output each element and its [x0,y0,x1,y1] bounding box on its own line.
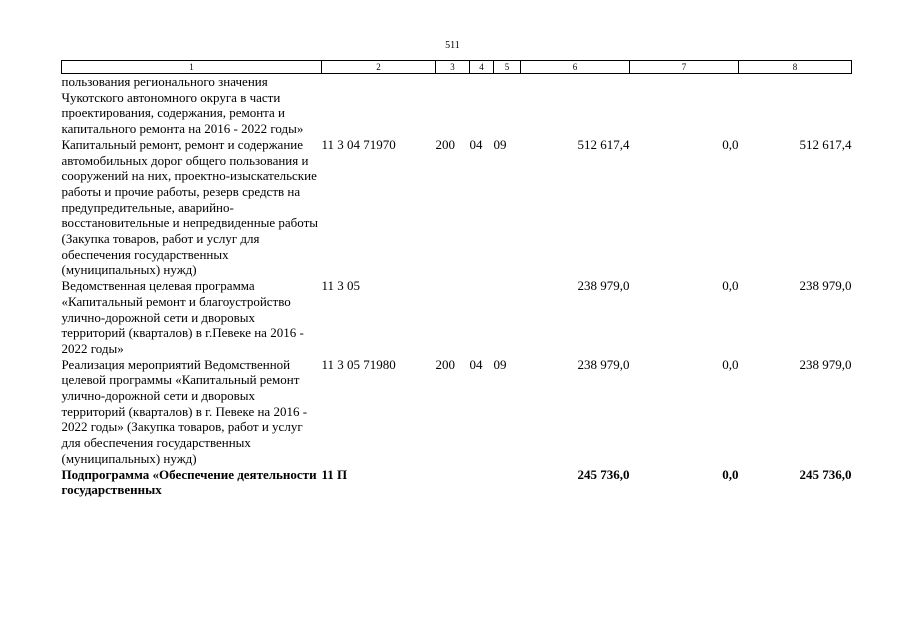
row-pr [494,467,521,498]
row-col8: 512 617,4 [799,136,852,152]
column-header-5: 5 [494,61,521,74]
row-rz [470,278,494,357]
column-header-1: 1 [62,61,322,74]
row-col6 [521,74,630,137]
row-code [322,74,436,137]
row-col6: 245 736,0 [577,466,630,482]
row-col6: 512 617,4 [577,136,630,152]
row-name: Ведомственная целевая программа «Капитальный ремонт и благоустройство улично-дорожной сети и дворовых территорий (кварталов) в г.Певеке на 2016 - 2022 годы» [61,278,304,356]
row-name: Реализация мероприятий Ведомственной целевой программы «Капитальный ремонт улично-дорожной сети и дворовых территорий (кварталов) в г. Певеке на 2016 - 2022 годы» (Закупка товаров, работ и услуг для обеспечения государственных (муниципальных) нужд) [61,356,308,466]
row-pr: 09 [493,356,507,372]
row-col7: 0,0 [722,356,739,372]
table-row-subprogram [62,467,852,498]
column-header-4: 4 [470,61,494,74]
row-rz: 04 [469,356,483,372]
row-col6: 238 979,0 [577,356,630,372]
row-rz [470,467,494,498]
row-code: 11 3 04 71970 [321,136,396,152]
column-header-6: 6 [521,61,630,74]
table-header-row [62,61,852,74]
page-number: 511 [445,40,460,51]
row-name: пользования регионального значения Чукотского автономного округа в части проектирования, содержания, ремонта и капитального ремонта на 2016 - 2022 годы» [61,74,304,137]
row-col6: 238 979,0 [577,278,630,294]
row-col8: 245 736,0 [799,466,852,482]
row-code: 11 3 05 71980 [321,356,396,372]
row-rz: 04 [469,136,483,152]
row-name: Капитальный ремонт, ремонт и содержание автомобильных дорог общего пользования и сооружений на них, проектно-изыскательские работы и прочие работы, резерв средств на предупредительные, аварийно-восстановительные и непредвиденные работы (Закупка товаров, работ и услуг для обеспечения государственных (муниципальных) нужд) [61,136,319,278]
column-header-8: 8 [739,61,852,74]
row-col8: 238 979,0 [799,278,852,294]
row-col7: 0,0 [722,136,739,152]
table-row [62,74,852,137]
row-code: 11 3 05 [321,278,361,294]
column-header-7: 7 [630,61,739,74]
budget-table [61,60,852,498]
table-row [62,357,852,467]
column-header-2: 2 [322,61,436,74]
row-col8: 238 979,0 [799,356,852,372]
row-pr [494,74,521,137]
row-pr [494,278,521,357]
row-vr: 200 [435,356,455,372]
row-col7: 0,0 [722,466,739,482]
row-vr [436,467,470,498]
row-col8 [739,74,852,137]
row-rz [470,74,494,137]
table-row [62,278,852,357]
row-col7: 0,0 [722,278,739,294]
row-vr: 200 [435,136,455,152]
row-vr [436,278,470,357]
column-header-3: 3 [436,61,470,74]
row-pr: 09 [493,136,507,152]
row-code: 11 П [321,466,348,482]
row-col7 [630,74,739,137]
row-name: Подпрограмма «Обеспечение деятельности государственных [61,466,317,498]
row-vr [436,74,470,137]
table-row [62,137,852,278]
